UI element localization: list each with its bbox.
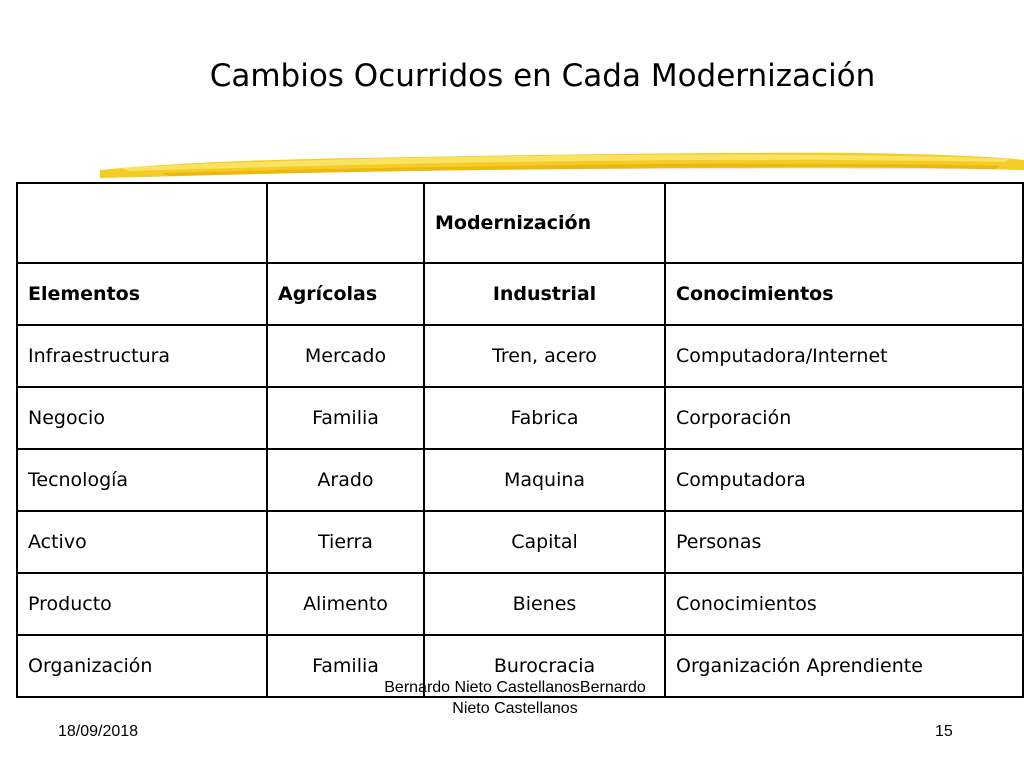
table-cell: Corporación bbox=[665, 387, 1023, 449]
table-top-header-row bbox=[17, 183, 1023, 263]
table-cell: Tecnología bbox=[17, 449, 267, 511]
table-cell: Fabrica bbox=[424, 387, 665, 449]
slide-title: Cambios Ocurridos en Cada Modernización bbox=[209, 58, 876, 94]
table-cell: Bienes bbox=[424, 573, 665, 635]
table-cell bbox=[665, 183, 1023, 263]
table-cell bbox=[267, 183, 424, 263]
table-cell: Tren, acero bbox=[424, 325, 665, 387]
table-header-cell: Agrícolas bbox=[267, 263, 424, 325]
table-row bbox=[17, 511, 1023, 573]
footer-page-number: 15 bbox=[935, 723, 953, 740]
table-cell: Personas bbox=[665, 511, 1023, 573]
table-header-cell: Industrial bbox=[424, 263, 665, 325]
table-cell: Organización Aprendiente bbox=[665, 635, 1023, 697]
footer-date: 18/09/2018 bbox=[58, 723, 139, 740]
table-cell: Burocracia bbox=[424, 635, 665, 697]
table-cell: Capital bbox=[424, 511, 665, 573]
table-cell: Infraestructura bbox=[17, 325, 267, 387]
table-cell: Tierra bbox=[267, 511, 424, 573]
table-cell: Producto bbox=[17, 573, 267, 635]
table-row bbox=[17, 387, 1023, 449]
table-cell: Activo bbox=[17, 511, 267, 573]
table-cell: Conocimientos bbox=[665, 573, 1023, 635]
table-cell: Alimento bbox=[267, 573, 424, 635]
table-cell: Familia bbox=[267, 635, 424, 697]
table-header-cell: Conocimientos bbox=[665, 263, 1023, 325]
table-cell: Arado bbox=[267, 449, 424, 511]
table-cell: Organización bbox=[17, 635, 267, 697]
table-cell: Familia bbox=[267, 387, 424, 449]
table-cell: Computadora/Internet bbox=[665, 325, 1023, 387]
table-cell: Negocio bbox=[17, 387, 267, 449]
table-row bbox=[17, 573, 1023, 635]
table-row bbox=[17, 449, 1023, 511]
table-cell: Computadora bbox=[665, 449, 1023, 511]
modernization-table bbox=[16, 182, 1024, 698]
table-header-cell: Elementos bbox=[17, 263, 267, 325]
footer-author: Bernardo Nieto CastellanosBernardo Nieto Castellanos bbox=[384, 679, 646, 717]
table-cell: Mercado bbox=[267, 325, 424, 387]
table-cell: Maquina bbox=[424, 449, 665, 511]
table-cell: Modernización bbox=[424, 183, 665, 263]
table-header-row bbox=[17, 263, 1023, 325]
table-cell bbox=[17, 183, 267, 263]
yellow-brush-stroke bbox=[100, 140, 1024, 185]
table-row bbox=[17, 325, 1023, 387]
